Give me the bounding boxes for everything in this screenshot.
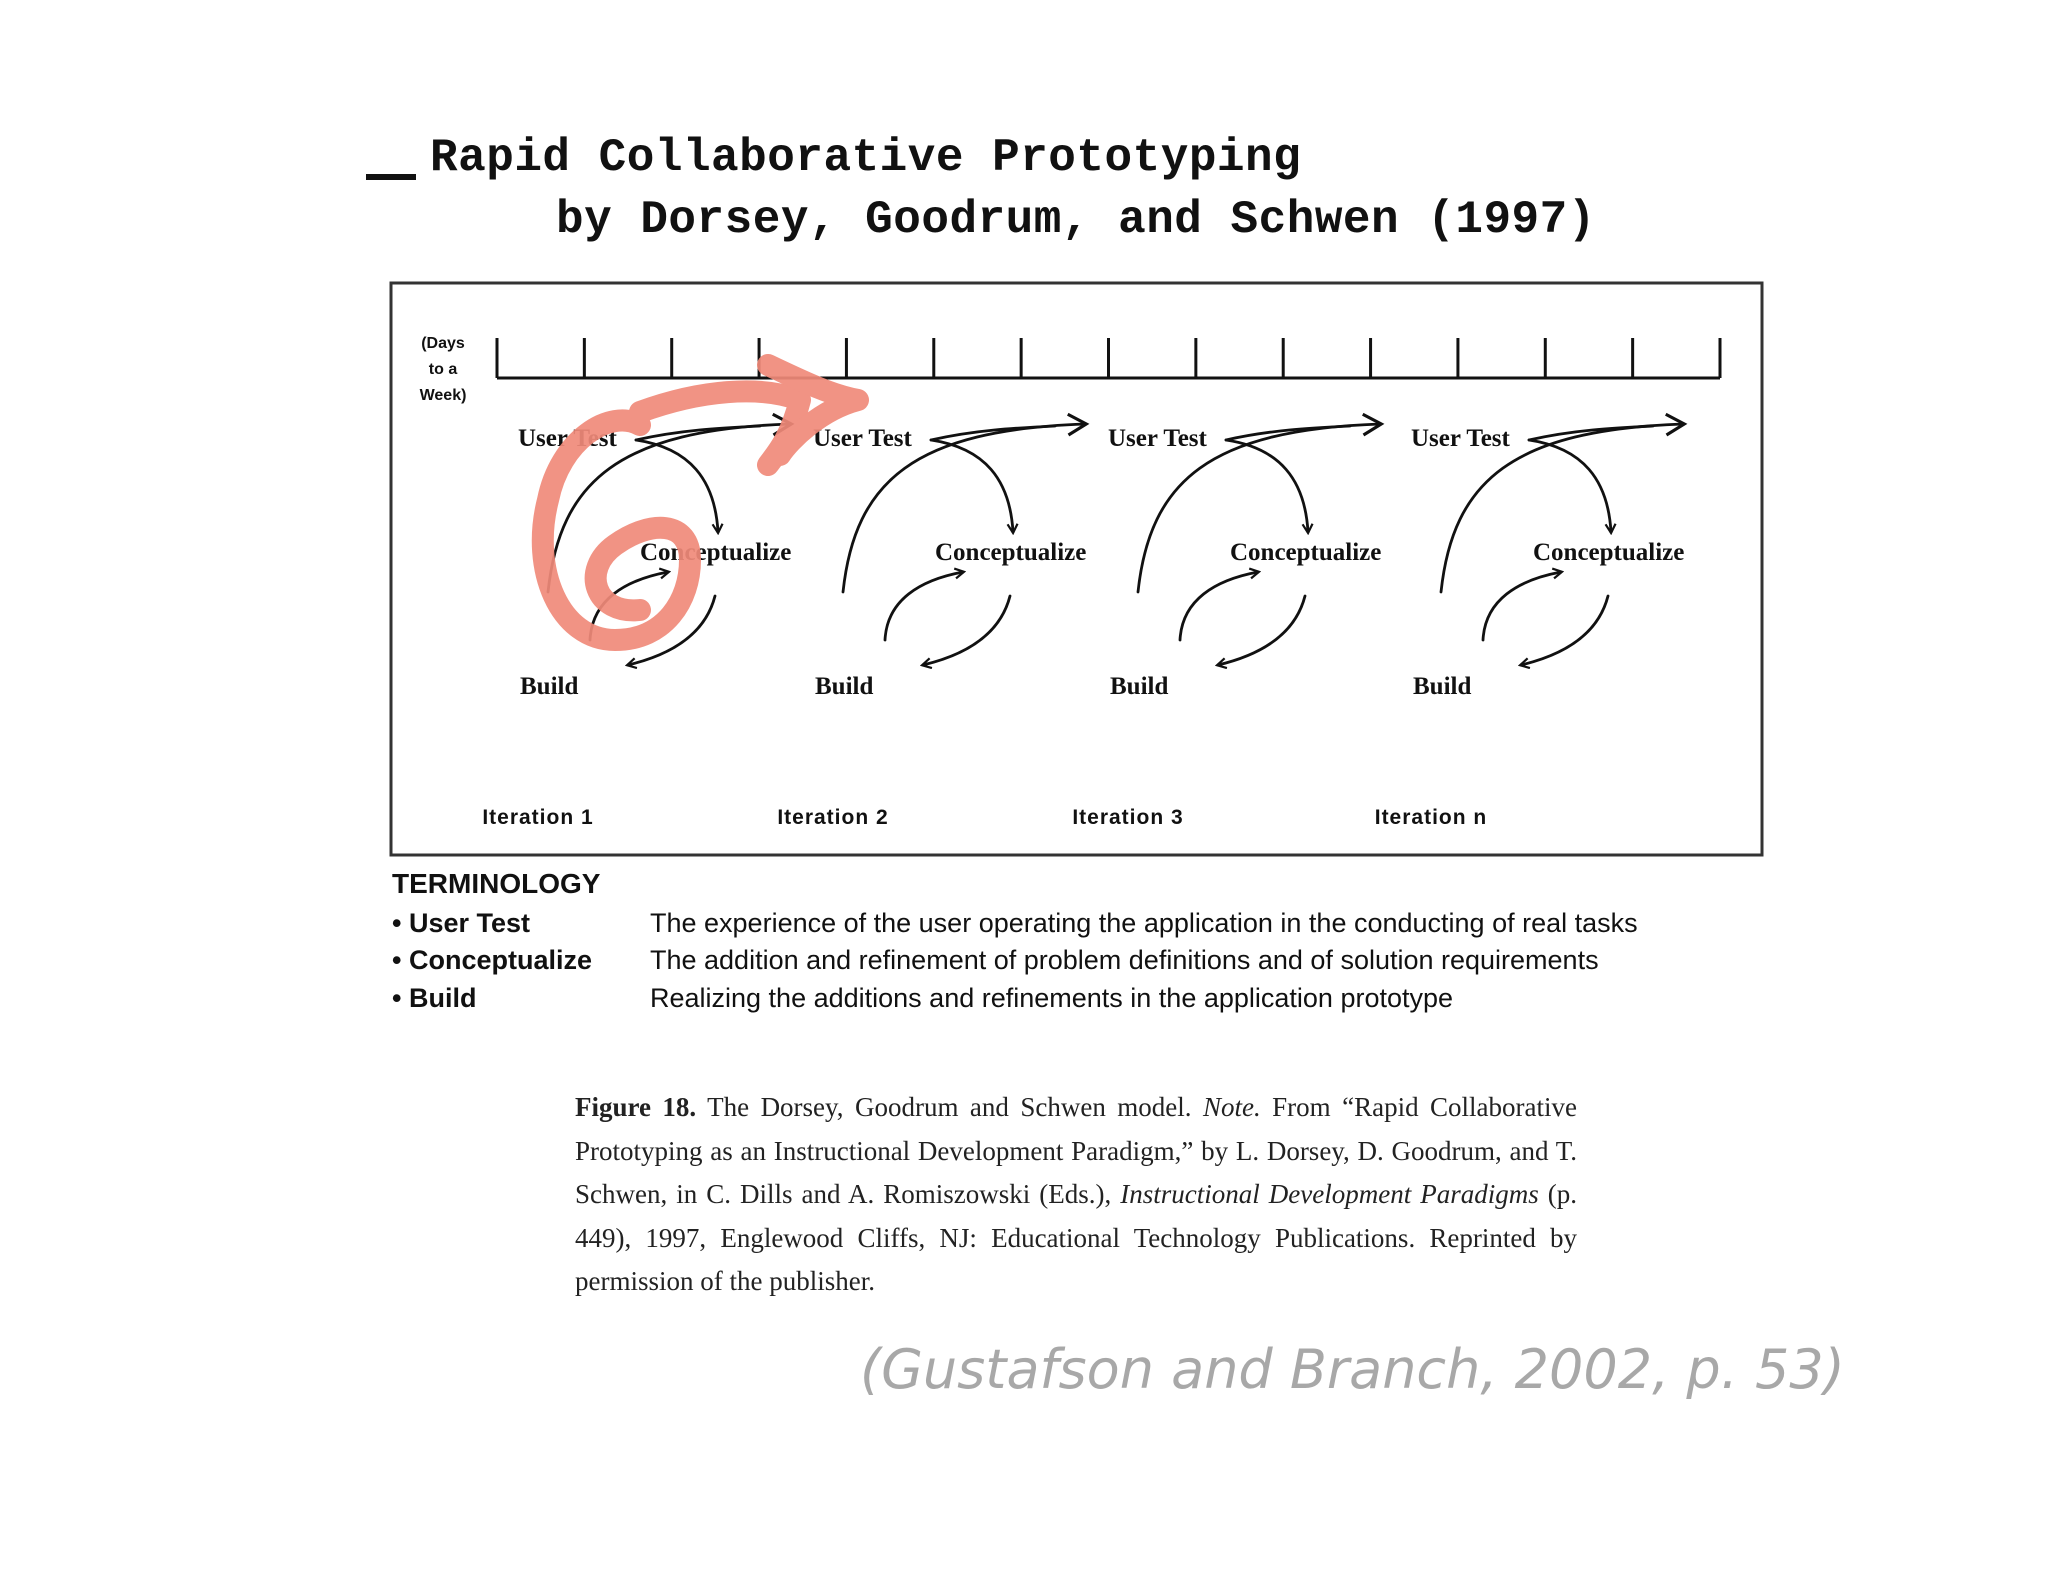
caption-text-1: The Dorsey, Goodrum and Schwen model. (696, 1092, 1203, 1122)
caption-text-2: From “Rapid Collaborative Prototyping as an Instructional Development Paradigm,” by L. Dorsey, D. Goodrum, and T. Schwen, in C. Dills and A. Romiszowski (Eds.), (575, 1092, 1577, 1209)
highlight-annotation (543, 365, 858, 640)
arrow-to-build (1218, 596, 1305, 665)
arrow-build-to-conceptualize (1483, 572, 1561, 640)
iteration-label: Iteration n (1374, 806, 1488, 829)
user-test-label: User Test (1108, 425, 1207, 452)
term-definition: The addition and refinement of problem definitions and of solution requirements (650, 945, 1599, 975)
arrow-build-to-conceptualize (885, 572, 963, 640)
term-definition: Realizing the additions and refinements in the application prototype (650, 983, 1454, 1013)
build-label: Build (520, 673, 579, 700)
iteration-cycle (777, 424, 1086, 829)
term-definition: The experience of the user operating the application in the conducting of real tasks (650, 908, 1638, 938)
iteration-cycle (1072, 424, 1381, 829)
term-name: • Build (392, 983, 477, 1013)
term-row-conceptualize (392, 945, 1599, 976)
timeline-label-line-3: Week) (419, 387, 467, 404)
page-subtitle: by Dorsey, Goodrum, and Schwen (1997) (556, 194, 1596, 246)
user-test-label: User Test (1411, 425, 1510, 452)
term-row-user-test (392, 908, 1638, 939)
build-label: Build (1413, 673, 1472, 700)
conceptualize-label: Conceptualize (1533, 539, 1685, 566)
figure-caption (575, 1086, 1577, 1304)
handwritten-citation: (Gustafson and Branch, 2002, p. 53) (860, 1338, 1845, 1401)
conceptualize-label: Conceptualize (935, 539, 1087, 566)
iteration-label: Iteration 1 (482, 806, 594, 829)
build-label: Build (1110, 673, 1169, 700)
term-row-build (392, 983, 1453, 1014)
caption-book-title: Instructional Development Paradigms (1120, 1179, 1539, 1209)
user-test-label: User Test (518, 425, 617, 452)
iteration-label: Iteration 2 (777, 806, 889, 829)
conceptualize-label: Conceptualize (1230, 539, 1382, 566)
iteration-label: Iteration 3 (1072, 806, 1184, 829)
caption-note: Note. (1202, 1092, 1261, 1122)
user-test-label: User Test (813, 425, 912, 452)
arrow-to-conceptualize (1226, 440, 1308, 532)
arrow-build-to-conceptualize (1180, 572, 1258, 640)
conceptualize-label: Conceptualize (640, 539, 792, 566)
timeline-label-line-1: (Days (421, 335, 465, 352)
caption-text-3: (p. 449), 1997, Englewood Cliffs, NJ: Educational Technology Publications. Reprinted by permission of the publisher. (575, 1179, 1577, 1296)
terminology-heading: TERMINOLOGY (392, 868, 601, 899)
arrow-to-build (1521, 596, 1608, 665)
iteration-cycle (1375, 424, 1685, 829)
arrow-to-build (923, 596, 1010, 665)
build-label: Build (815, 673, 874, 700)
arrow-to-conceptualize (1529, 440, 1611, 532)
term-name: • Conceptualize (392, 945, 592, 975)
timeline-ticks (497, 338, 1720, 378)
timeline-label-line-2: to a (428, 361, 458, 378)
page-title: Rapid Collaborative Prototyping (430, 132, 1302, 184)
caption-lead: Figure 18. (575, 1092, 697, 1122)
arrow-to-conceptualize (931, 440, 1013, 532)
term-name: • User Test (392, 908, 531, 938)
